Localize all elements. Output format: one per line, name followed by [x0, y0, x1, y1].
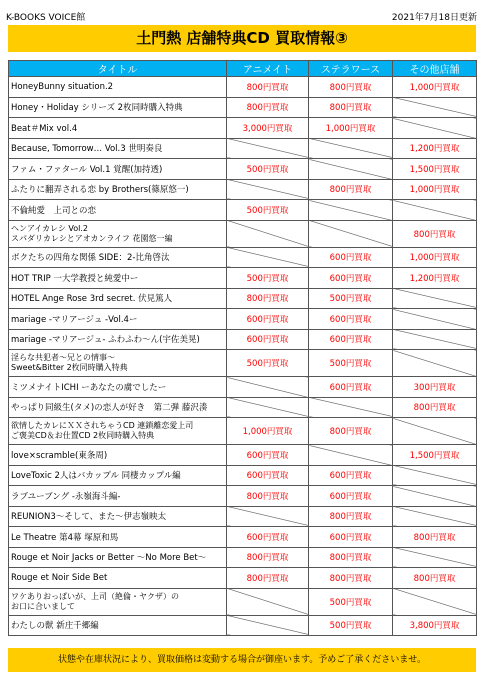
price-animate [227, 247, 309, 268]
price-stellaworth [309, 138, 393, 159]
price-animate: 800円買取 [227, 547, 309, 568]
price-other [393, 118, 477, 139]
table-row [9, 288, 477, 309]
table-row [9, 506, 477, 527]
price-animate [227, 588, 309, 615]
table-row [9, 397, 477, 418]
price-animate [227, 506, 309, 527]
cd-title: わたしの獣 新庄千郷編 [9, 615, 227, 636]
price-stellaworth: 1,000円買取 [309, 118, 393, 139]
table-row [9, 268, 477, 289]
price-stellaworth [309, 397, 393, 418]
cd-title: 欲情したカレにＸＸされちゃうCD 連鎖離恋愛上司 ご褒美CD＆お仕置CD 2枚同時購入特典 [9, 418, 227, 445]
table-row [9, 568, 477, 589]
price-other: 800円買取 [393, 568, 477, 589]
column-header-other: その他店舗 [393, 61, 477, 77]
price-animate [227, 615, 309, 636]
price-table [8, 60, 477, 636]
column-header-title: タイトル [9, 61, 227, 77]
cd-title: REUNION3～そして、また～伊志嶺映太 [9, 506, 227, 527]
price-animate: 800円買取 [227, 288, 309, 309]
price-animate: 600円買取 [227, 329, 309, 350]
cd-title: ワケありおっぱいが、上司（絶倫・ヤクザ）の お口に合いまして [9, 588, 227, 615]
top-bar [0, 0, 485, 24]
cd-title: ボクたちの四角な関係 SIDE：2-比角啓汰 [9, 247, 227, 268]
cd-title: Rouge et Noir Side Bet [9, 568, 227, 589]
table-row [9, 486, 477, 507]
price-animate: 500円買取 [227, 200, 309, 221]
price-animate [227, 179, 309, 200]
table-row [9, 527, 477, 548]
table-row [9, 138, 477, 159]
table-row [9, 615, 477, 636]
cd-title: mariage -マリアージュ- ふわふわ～ん(宇佐美晃) [9, 329, 227, 350]
price-stellaworth: 800円買取 [309, 506, 393, 527]
cd-title: HOT TRIP 一大学教授と純愛中ー [9, 268, 227, 289]
price-animate: 800円買取 [227, 568, 309, 589]
price-animate [227, 220, 309, 247]
cd-title: mariage -マリアージュ -Vol.4ー [9, 309, 227, 330]
column-header-animate: アニメイト [227, 61, 309, 77]
page-title: 土門熱 店舗特典CD 買取情報③ [8, 25, 476, 52]
table-row [9, 200, 477, 221]
price-other [393, 200, 477, 221]
price-animate: 500円買取 [227, 350, 309, 377]
table-row [9, 159, 477, 180]
price-other [393, 288, 477, 309]
shop-name: K-BOOKS VOICE館 [6, 13, 86, 23]
price-other [393, 97, 477, 118]
price-stellaworth: 500円買取 [309, 350, 393, 377]
cd-title: love×scramble(東条周) [9, 445, 227, 466]
price-stellaworth: 600円買取 [309, 527, 393, 548]
price-animate: 500円買取 [227, 268, 309, 289]
price-other: 1,000円買取 [393, 179, 477, 200]
price-animate: 800円買取 [227, 486, 309, 507]
price-animate [227, 397, 309, 418]
cd-title: ヘンアイカレシ Vol.2 スパダリカレシとアオカンライフ 花園悠一編 [9, 220, 227, 247]
price-other: 1,200円買取 [393, 268, 477, 289]
table-row [9, 77, 477, 98]
price-stellaworth: 800円買取 [309, 547, 393, 568]
price-animate: 1,000円買取 [227, 418, 309, 445]
price-animate [227, 377, 309, 398]
price-other [393, 506, 477, 527]
price-animate [227, 138, 309, 159]
price-other: 1,500円買取 [393, 445, 477, 466]
price-stellaworth: 600円買取 [309, 377, 393, 398]
price-other: 800円買取 [393, 220, 477, 247]
price-stellaworth [309, 445, 393, 466]
cd-title: HoneyBunny situation.2 [9, 77, 227, 98]
price-other: 1,000円買取 [393, 77, 477, 98]
price-animate: 600円買取 [227, 309, 309, 330]
price-stellaworth: 600円買取 [309, 329, 393, 350]
price-other: 1,000円買取 [393, 247, 477, 268]
update-date: 2021年7月18日更新 [391, 13, 477, 23]
price-stellaworth: 600円買取 [309, 465, 393, 486]
cd-title: やっぱり同級生(タメ)の恋人が好き 第二弾 藤沢湊 [9, 397, 227, 418]
table-row [9, 97, 477, 118]
price-other: 300円買取 [393, 377, 477, 398]
price-stellaworth: 600円買取 [309, 309, 393, 330]
cd-title: Beat＃Mix vol.4 [9, 118, 227, 139]
price-animate: 3,000円買取 [227, 118, 309, 139]
price-other: 3,800円買取 [393, 615, 477, 636]
price-other [393, 418, 477, 445]
price-stellaworth: 800円買取 [309, 568, 393, 589]
price-stellaworth [309, 159, 393, 180]
table-row [9, 350, 477, 377]
price-other [393, 547, 477, 568]
price-other [393, 350, 477, 377]
price-stellaworth: 600円買取 [309, 268, 393, 289]
table-row [9, 329, 477, 350]
cd-title: LoveToxic 2人はバカップル 同棲カップル編 [9, 465, 227, 486]
price-stellaworth: 800円買取 [309, 418, 393, 445]
price-other [393, 465, 477, 486]
cd-title: 淫らな共犯者～兄との情事～ Sweet&Bitter 2枚同時購入特典 [9, 350, 227, 377]
price-animate: 600円買取 [227, 465, 309, 486]
cd-title: 不倫純愛 上司との恋 [9, 200, 227, 221]
price-stellaworth: 600円買取 [309, 486, 393, 507]
table-row [9, 547, 477, 568]
table-row [9, 118, 477, 139]
table-header-row [9, 61, 477, 77]
price-stellaworth: 500円買取 [309, 288, 393, 309]
price-other: 1,500円買取 [393, 159, 477, 180]
price-animate: 500円買取 [227, 159, 309, 180]
price-other [393, 329, 477, 350]
price-stellaworth: 800円買取 [309, 97, 393, 118]
price-other [393, 309, 477, 330]
price-other: 800円買取 [393, 397, 477, 418]
table-row [9, 418, 477, 445]
column-header-stellaworth: ステラワース [309, 61, 393, 77]
price-stellaworth [309, 220, 393, 247]
footer-note: 状態や在庫状況により、買取価格は変動する場合が御座います。予めご了承くださいませ。 [8, 648, 476, 672]
table-row [9, 220, 477, 247]
cd-title: HOTEL Ange Rose 3rd secret. 伏見篤人 [9, 288, 227, 309]
cd-title: ふたりに翻弄される恋 by Brothers(篠原悠一) [9, 179, 227, 200]
cd-title: ファム・ファタール Vol.1 覚醒(加持透) [9, 159, 227, 180]
price-stellaworth: 800円買取 [309, 179, 393, 200]
price-other: 1,200円買取 [393, 138, 477, 159]
price-animate: 600円買取 [227, 527, 309, 548]
cd-title: Rouge et Noir Jacks or Better ～No More Bet～ [9, 547, 227, 568]
cd-title: ラブユーブング -永嶺海斗編- [9, 486, 227, 507]
price-other: 800円買取 [393, 527, 477, 548]
price-other [393, 588, 477, 615]
table-row [9, 179, 477, 200]
price-animate: 600円買取 [227, 445, 309, 466]
table-row [9, 309, 477, 330]
table-row [9, 445, 477, 466]
price-stellaworth: 500円買取 [309, 588, 393, 615]
price-stellaworth: 600円買取 [309, 247, 393, 268]
cd-title: Honey・Holiday シリーズ 2枚同時購入特典 [9, 97, 227, 118]
price-animate: 800円買取 [227, 97, 309, 118]
table-body [9, 77, 477, 636]
price-stellaworth: 500円買取 [309, 615, 393, 636]
price-stellaworth: 800円買取 [309, 77, 393, 98]
cd-title: Le Theatre 第4幕 塚原和馬 [9, 527, 227, 548]
price-other [393, 486, 477, 507]
cd-title: ミツメナイトICHI ーあなたの虜でしたー [9, 377, 227, 398]
table-row [9, 377, 477, 398]
cd-title: Because, Tomorrow… Vol.3 世明奏良 [9, 138, 227, 159]
table-row [9, 588, 477, 615]
price-animate: 800円買取 [227, 77, 309, 98]
price-stellaworth [309, 200, 393, 221]
table-row [9, 465, 477, 486]
table-row [9, 247, 477, 268]
